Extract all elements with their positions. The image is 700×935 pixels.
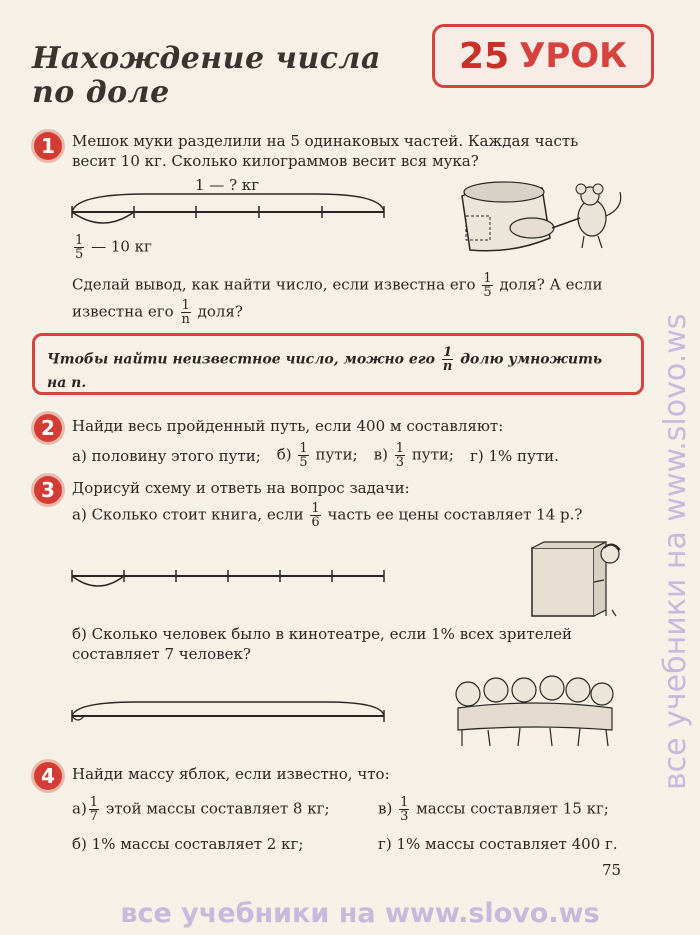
task-4-text: Найди массу яблок, если известно, что: [72,765,390,783]
flour-sack-mouse-illustration [452,178,632,258]
task-3-part-b-line-2: составляет 7 человек? [72,645,251,663]
task-3-part-a: а) Сколько стоит книга, если $\frac{1}{6}$ часть ее цены составляет 14 р.? [72,501,583,530]
crowd-illustration [450,668,620,750]
page-number: 75 [602,861,622,879]
rule-box [32,333,644,395]
segment-diagram-1 [66,190,391,240]
task-4-option-v: в) $\frac{1}{3}$ массы составляет 15 кг; [378,795,609,824]
fraction-1-5-question: $\frac{1}{5}$ [483,271,492,300]
task-3-part-b [72,624,632,664]
task-3-part-b-line-1: б) Сколько человек было в кинотеатре, если 1% всех зрителей [72,625,573,643]
lesson-number: 25 [459,35,510,77]
svg-text:все учебники на www.slovo.ws: все учебники на www.slovo.ws [658,313,693,790]
side-watermark [640,140,700,800]
task-1-question [72,272,632,326]
task-4-option-a: а) $\frac{1}{7}$ этой массы составляет 8 кг; [72,795,330,824]
lesson-badge [432,24,654,88]
title-line-2: по доле [32,75,170,110]
rule-line-1: Чтобы найти неизвестное число, можно его $\frac{1}{n}$ долю умножить [47,345,603,374]
book-person-illustration [520,540,630,620]
fraction-1-n-question: $\frac{1}{n}$ [181,298,190,327]
task-1-number: 1 [34,132,62,160]
task-1-line-2: весит 10 кг. Сколько килограммов весит вся мука? [72,152,479,170]
task-2-options [72,442,632,469]
task-4-option-g: г) 1% массы составляет 400 г. [378,835,618,853]
task-1-text [72,131,632,171]
task-2-text: Найди весь пройденный путь, если 400 м составляют: [72,417,504,435]
task-3-text: Дорисуй схему и ответь на вопрос задачи: [72,479,410,497]
segment-diagram-3 [66,700,391,740]
rule-line-2: на n. [47,375,87,391]
diagram-1-top-label: 1 — ? кг [195,176,260,194]
task-3-number: 3 [34,476,62,504]
task-2-number: 2 [34,414,62,442]
fraction-1-n-rule: $\frac{1}{n}$ [442,345,453,374]
task-2-option-c: в) $\frac{1}{3}$ пути; [373,441,454,470]
lesson-word: УРОК [519,36,627,76]
task-1-question-line-1: Сделай вывод, как найти число, если известна его $\frac{1}{5}$ доля? А если [72,271,603,300]
task-1-line-1: Мешок муки разделили на 5 одинаковых частей. Каждая часть [72,132,579,150]
task-4-option-b: б) 1% массы составляет 2 кг; [72,835,304,853]
task-2-option-d: г) 1% пути. [470,446,559,465]
page-title [32,42,381,110]
task-1-question-line-2: известна его $\frac{1}{n}$ доля? [72,298,243,327]
segment-diagram-2 [66,560,391,600]
fraction-1-6: $\frac{1}{6}$ [311,501,320,530]
title-line-1: Нахождение числа [32,41,381,76]
fraction-1-5: $\frac{1}{5}$ [75,233,84,262]
task-4-number: 4 [34,762,62,790]
diagram-1-part-label: $\frac{1}{5}$ — 10 кг [75,233,152,262]
bottom-watermark: все учебники на www.slovo.ws [120,898,600,929]
task-2-option-a: а) половину этого пути; [72,446,261,465]
task-2-option-b: б) $\frac{1}{5}$ пути; [276,441,358,470]
